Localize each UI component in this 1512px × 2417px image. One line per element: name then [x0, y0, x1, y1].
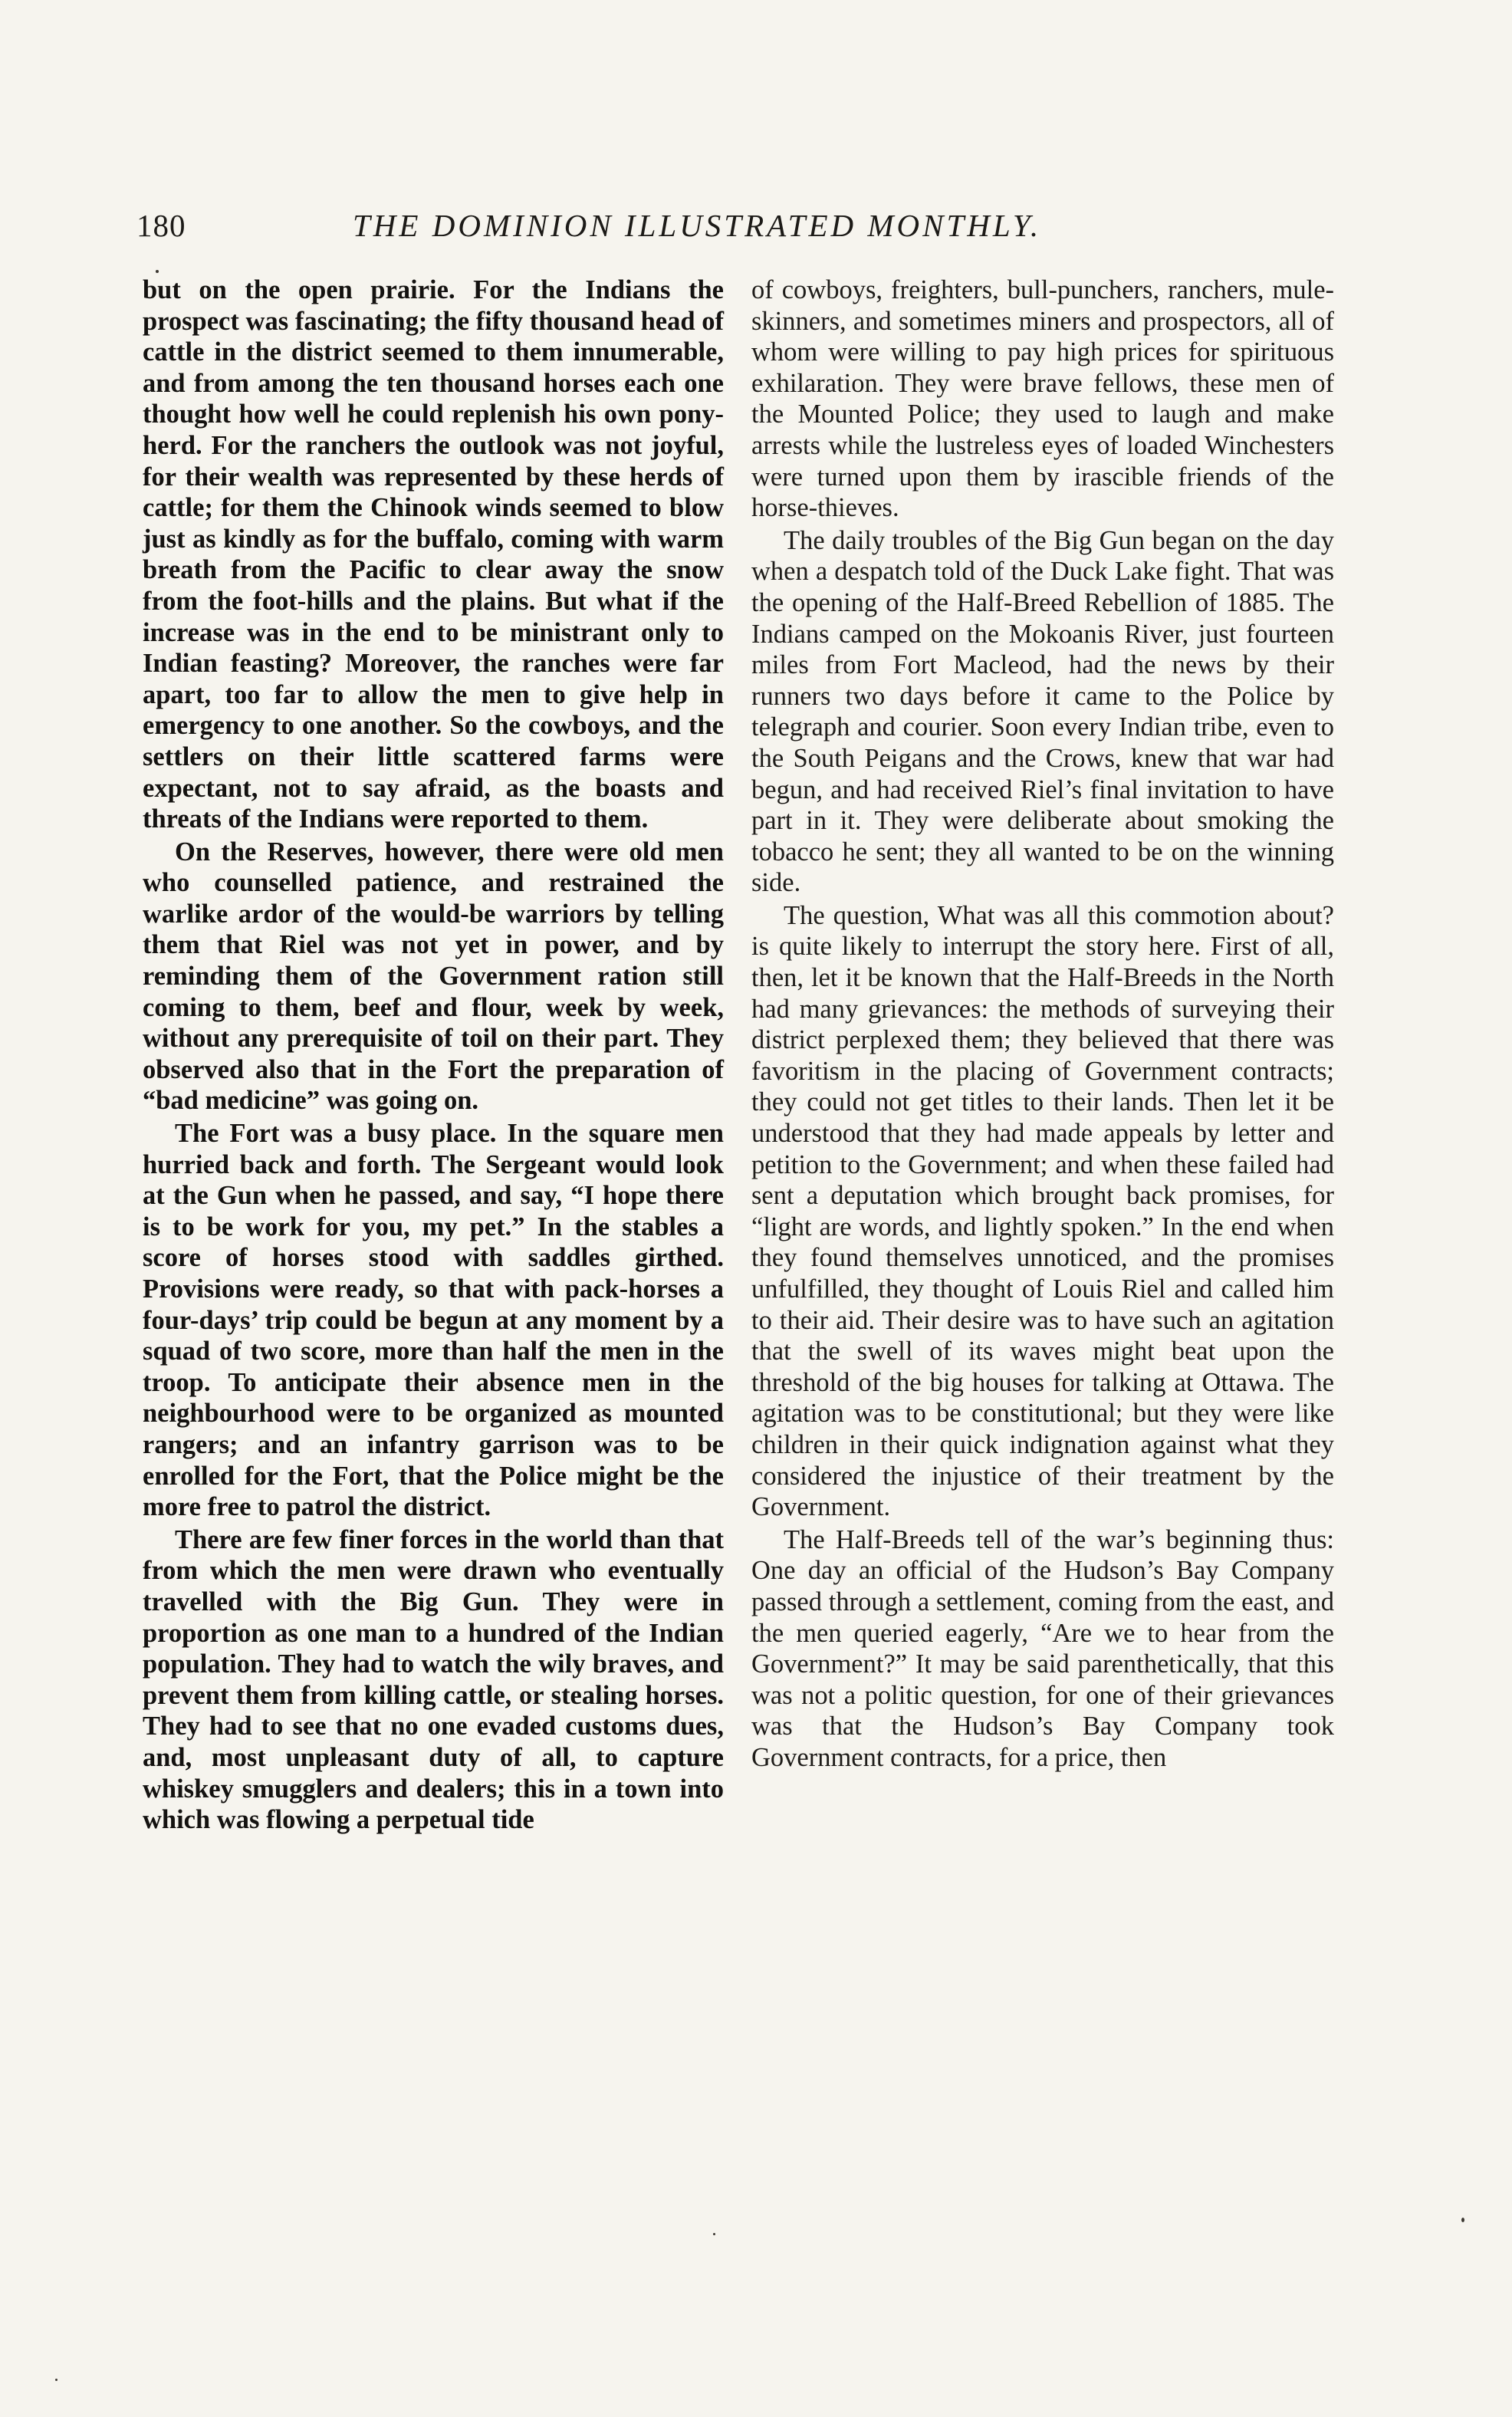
left-paragraph-3: The Fort was a busy place. In the square men hurried back and forth. The Sergeant would look at the Gun when he passed, and say, “I hope there is to be work for you, my pet.” In the stables a score of horses stood with saddles girthed. Provisions were ready, so that with pack-horses a four-days’ trip could be begun at any moment by a squad of two score, more than half the men in the troop. To anticipate their absence men in the neighbourhood were to be organized as mounted rangers; and an infantry garrison was to be enrolled for the Fort, that the Police might be the more free to patrol the district. — [143, 1119, 724, 1522]
right-paragraph-1: of cowboys, freighters, bull-punchers, ranchers, mule-skinners, and sometimes miners and prospectors, all of whom were willing to pay high prices for spirituous exhilaration. They were brave fellows, these men of the Mounted Police; they used to laugh and make arrests while the lustreless eyes of loaded Winchesters were turned upon them by irascible friends of the horse-thieves. — [751, 275, 1334, 523]
right-column — [751, 275, 1334, 1774]
left-paragraph-4: There are few finer forces in the world than that from which the men were drawn who eventually travelled with the Big Gun. They were in proportion as one man to a hundred of the Indian population. They had to watch the wily braves, and prevent them from killing cattle, or stealing horses. They had to see that no one evaded customs dues, and, most unpleasant duty of all, to capture whiskey smugglers and dealers; this in a town into which was flowing a perpetual tide — [143, 1524, 724, 1835]
page-number: 180 — [136, 208, 186, 243]
print-speck — [713, 2233, 715, 2235]
journal-title: THE DOMINION ILLUSTRATED MONTHLY. — [353, 208, 1042, 243]
print-speck — [156, 270, 159, 273]
left-column — [143, 275, 724, 1836]
left-paragraph-1: but on the open prairie. For the Indians the prospect was fascinating; the fifty thousand head of cattle in the district seemed to them innumerable, and from among the ten thousand horses each one thought how well he could replenish his own pony-herd. For the ranchers the outlook was not joyful, for their wealth was represented by these herds of cattle; for them the Chinook winds seemed to blow just as kindly as for the buffalo, coming with warm breath from the Pacific to clear away the snow from the foot-hills and the plains. But what if the increase was in the end to be ministrant only to Indian feasting? Moreover, the ranches were far apart, too far to allow the men to give help in emergency to one another. So the cowboys, and the settlers on their little scattered farms were expectant, not to say afraid, as the boasts and threats of the Indians were reported to them. — [143, 275, 724, 834]
left-paragraph-2: On the Reserves, however, there were old men who counselled patience, and restrained the warlike ardor of the would-be warriors by telling them that Riel was not yet in power, and by reminding them of the Government ration still coming to them, beef and flour, week by week, without any prerequisite of toil on their part. They observed also that in the Fort the preparation of “bad medicine” was going on. — [143, 837, 724, 1116]
right-paragraph-3: The question, What was all this commotion about? is quite likely to interrupt the story here. First of all, then, let it be known that the Half-Breeds in the North had many grievances: the methods of surveying their district perplexed them; they believed that there was favoritism in the placing of Government contracts; they could not get titles to their lands. Then let it be understood that they had made appeals by letter and petition to the Government; and when these failed had sent a deputation which brought back promises, for “light are words, and lightly spoken.” In the end when they found themselves unnoticed, and the promises unfulfilled, they thought of Louis Riel and called him to their aid. Their desire was to have such an agitation that the swell of its waves might beat upon the threshold of the big houses for talking at Ottawa. The agitation was to be constitutional; but they were like children in their quick indignation against what they considered the injustice of their treatment by the Government. — [751, 900, 1334, 1522]
right-paragraph-2: The daily troubles of the Big Gun began on the day when a despatch told of the Duck Lake fight. That was the opening of the Half-Breed Rebellion of 1885. The Indians camped on the Mokoanis River, just fourteen miles from Fort Macleod, had the news by their runners two days before it came to the Police by telegraph and courier. Soon every Indian tribe, even to the South Peigans and the Crows, knew that war had begun, and had received Riel’s final invitation to have part in it. They were deliberate about smoking the tobacco he sent; they all wanted to be on the winning side. — [751, 525, 1334, 898]
print-speck — [55, 2379, 58, 2381]
right-paragraph-4: The Half-Breeds tell of the war’s beginning thus: One day an official of the Hudson’s Bay Company passed through a settlement, coming from the east, and the men queried eagerly, “Are we to hear from the Government?” It may be said parenthetically, that this was not a politic question, for one of their grievances was that the Hudson’s Bay Company took Government contracts, for a price, then — [751, 1524, 1334, 1772]
print-speck — [1461, 2218, 1464, 2222]
running-head — [136, 207, 1340, 253]
